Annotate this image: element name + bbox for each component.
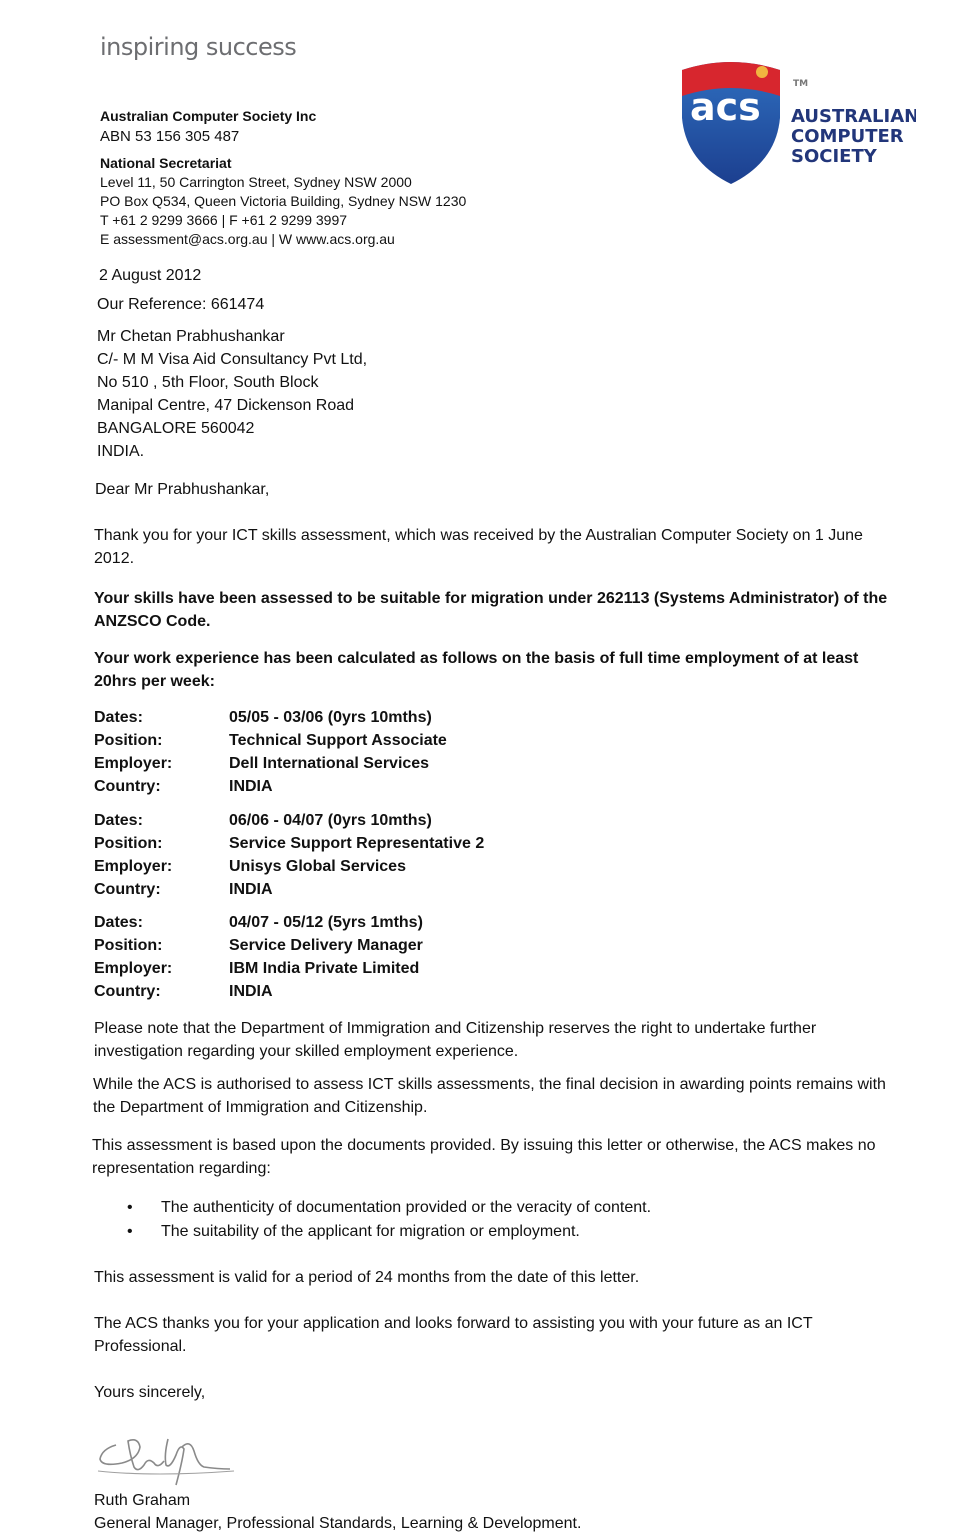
thanks-paragraph: The ACS thanks you for your application and looks forward to assisting you with your future as an ICT Professional. <box>94 1315 813 1355</box>
reference: Our Reference: 661474 <box>97 296 265 313</box>
logo-name-line: SOCIETY <box>791 146 877 167</box>
secretariat-title: National Secretariat <box>100 155 232 171</box>
closing: Yours sincerely, <box>94 1384 206 1401</box>
experience-entry <box>94 706 447 798</box>
position-label: Position: <box>94 937 163 954</box>
position-value: Technical Support Associate <box>229 732 447 749</box>
employer-value: IBM India Private Limited <box>229 960 420 977</box>
experience-entry <box>94 809 484 901</box>
dates-value: 06/06 - 04/07 (0yrs 10mths) <box>229 812 432 829</box>
recipient-line: Manipal Centre, 47 Dickenson Road <box>97 397 355 414</box>
recipient-line: INDIA. <box>97 443 145 460</box>
recipient-line: Mr Chetan Prabhushankar <box>97 328 285 345</box>
signature-icon <box>94 1425 239 1490</box>
assessment-result: Your skills have been assessed to be suitable for migration under 262113 (Systems Administrator) of the ANZSCO Code. <box>94 590 888 630</box>
signatory-name: Ruth Graham <box>94 1492 191 1509</box>
employer-value: Unisys Global Services <box>229 858 406 875</box>
recipient-address <box>97 325 367 463</box>
dates-label: Dates: <box>94 812 143 829</box>
employer-label: Employer: <box>94 755 173 772</box>
dates-value: 04/07 - 05/12 (5yrs 1mths) <box>229 914 423 931</box>
address-line: PO Box Q534, Queen Victoria Building, Sydney NSW 1230 <box>100 193 467 209</box>
bullet-icon: • <box>127 1199 133 1216</box>
address-block <box>100 173 466 249</box>
note-documents: This assessment is based upon the documents provided. By issuing this letter or otherwise, the ACS makes no representation regarding: <box>92 1137 876 1177</box>
representation-list <box>127 1196 651 1244</box>
position-label: Position: <box>94 835 163 852</box>
country-value: INDIA <box>229 983 273 1000</box>
logo-name-line: AUSTRALIAN <box>791 106 916 127</box>
position-label: Position: <box>94 732 163 749</box>
logo-name-line: COMPUTER <box>791 126 904 147</box>
experience-entry <box>94 911 423 1003</box>
list-item-text: The authenticity of documentation provided or the veracity of content. <box>161 1199 652 1216</box>
employer-label: Employer: <box>94 858 173 875</box>
logo-tm: TM <box>793 79 809 89</box>
employer-value: Dell International Services <box>229 755 430 772</box>
list-item <box>127 1220 651 1244</box>
logo-acs-text: acs <box>690 85 761 129</box>
country-value: INDIA <box>229 778 273 795</box>
address-line: T +61 2 9299 3666 | F +61 2 9299 3997 <box>100 212 348 228</box>
dates-label: Dates: <box>94 914 143 931</box>
tagline: inspiring success <box>100 33 297 61</box>
employer-label: Employer: <box>94 960 173 977</box>
country-label: Country: <box>94 983 161 1000</box>
intro-paragraph: Thank you for your ICT skills assessment, which was received by the Australian Computer Society on 1 June 2012. <box>94 527 863 567</box>
dates-value: 05/05 - 03/06 (0yrs 10mths) <box>229 709 432 726</box>
recipient-line: No 510 , 5th Floor, South Block <box>97 374 319 391</box>
salutation: Dear Mr Prabhushankar, <box>95 481 270 498</box>
bullet-icon: • <box>127 1223 133 1240</box>
dates-label: Dates: <box>94 709 143 726</box>
country-label: Country: <box>94 778 161 795</box>
list-item-text: The suitability of the applicant for migration or employment. <box>161 1223 580 1240</box>
experience-intro: Your work experience has been calculated as follows on the basis of full time employment of at least 20hrs per week: <box>94 650 859 690</box>
acs-shield-icon <box>676 58 916 188</box>
org-name: Australian Computer Society Inc <box>100 108 317 124</box>
address-line: E assessment@acs.org.au | W www.acs.org.au <box>100 231 395 247</box>
abn: ABN 53 156 305 487 <box>100 128 240 145</box>
note-department: Please note that the Department of Immigration and Citizenship reserves the right to undertake further investigation regarding your skilled employment experience. <box>94 1020 817 1060</box>
position-value: Service Delivery Manager <box>229 937 423 954</box>
note-authority: While the ACS is authorised to assess ICT skills assessments, the final decision in awarding points remains with the Department of Immigration and Citizenship. <box>93 1076 886 1116</box>
list-item <box>127 1196 651 1220</box>
position-value: Service Support Representative 2 <box>229 835 485 852</box>
signatory-title: General Manager, Professional Standards, Learning & Development. <box>94 1515 582 1532</box>
country-label: Country: <box>94 881 161 898</box>
letter-date: 2 August 2012 <box>99 267 202 284</box>
country-value: INDIA <box>229 881 273 898</box>
address-line: Level 11, 50 Carrington Street, Sydney NSW 2000 <box>100 174 412 190</box>
acs-logo <box>676 58 916 188</box>
recipient-line: BANGALORE 560042 <box>97 420 255 437</box>
recipient-line: C/- M M Visa Aid Consultancy Pvt Ltd, <box>97 351 368 368</box>
validity-note: This assessment is valid for a period of 24 months from the date of this letter. <box>94 1269 640 1286</box>
